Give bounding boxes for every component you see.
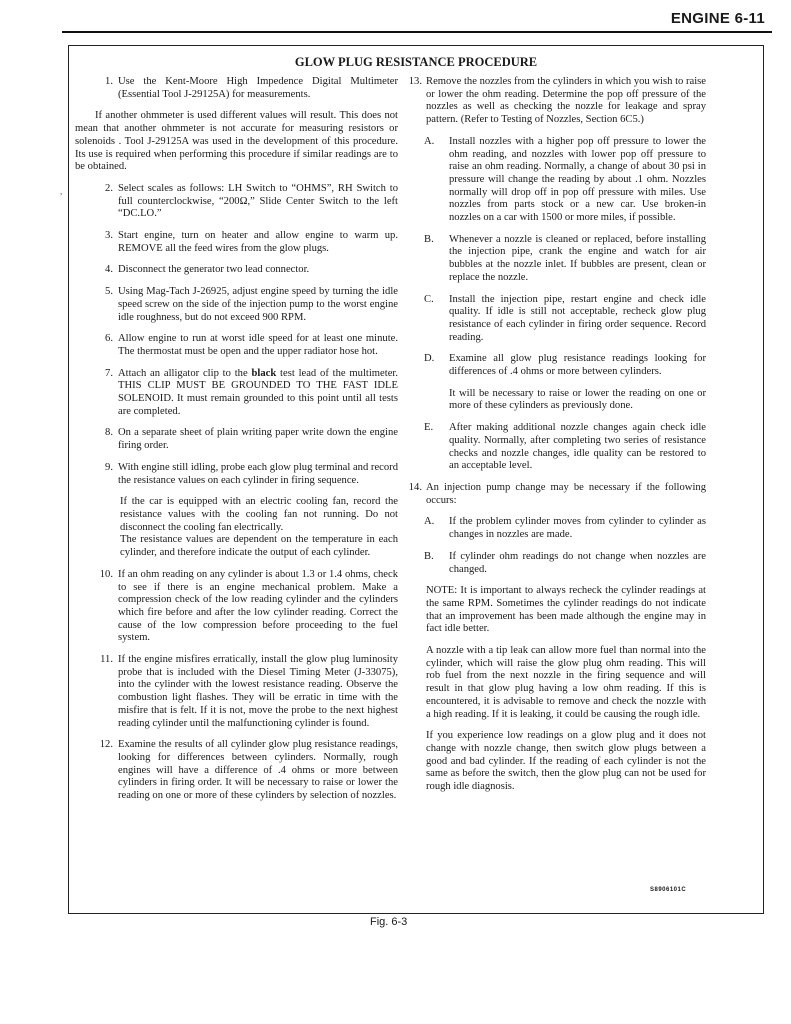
step-number: 6. — [105, 333, 113, 345]
substep-letter: A. — [424, 516, 435, 528]
step-text: Examine the results of all cylinder glow plug resistance readings, looking for differences between cylinders. Normally, rough engines will have a difference of .4 ohms or more between cylinders in firing order. It will be necessary to raise or lower the reading on one or more of these cylinders by selection of nozzles. — [118, 739, 398, 802]
substep-letter: A. — [424, 135, 435, 147]
left-column — [75, 76, 398, 812]
step-7 — [75, 368, 398, 419]
step-6 — [75, 333, 398, 358]
step-text: On a separate sheet of plain writing paper write down the engine firing order. — [118, 427, 398, 452]
step-13 — [404, 76, 706, 127]
step-4 — [75, 264, 398, 277]
right-column — [404, 76, 706, 803]
paragraph: The resistance values are dependent on the temperature in each cylinder, and therefore indicate the output of each cylinder. — [120, 534, 398, 559]
substep-d — [404, 353, 706, 378]
substep-text: If the problem cylinder moves from cylinder to cylinder as changes in nozzles are made. — [449, 516, 706, 541]
step-number: 4. — [105, 264, 113, 276]
step-text: Remove the nozzles from the cylinders in which you wish to raise or lower the ohm reading. Determine the pop off pressure of the nozzles as well as checking the nozzle for leakage and spray pattern. (Refer to Testing of Nozzles, Section 6C5.) — [426, 76, 706, 126]
step-10 — [75, 569, 398, 645]
paragraph: It will be necessary to raise or lower the reading on one or more of these cylinders as previously done. — [449, 387, 706, 412]
step-12 — [75, 739, 398, 803]
step-text: Using Mag-Tach J-26925, adjust engine speed by turning the idle speed screw on the side of the injection pump to the worst engine idle roughness, but do not exceed 900 RPM. — [118, 286, 398, 323]
step-5 — [75, 286, 398, 324]
substep-text: Examine all glow plug resistance readings looking for differences of .4 ohms or more between cylinders. — [449, 353, 706, 378]
step-9 — [75, 462, 398, 487]
step-11 — [75, 654, 398, 730]
step-text: Use the Kent-Moore High Impedence Digital Multimeter (Essential Tool J-29125A) for measurements. — [118, 76, 398, 100]
step-text: Allow engine to run at worst idle speed for at least one minute. The thermostat must be open and the upper radiator hose hot. — [118, 333, 398, 357]
step-text-bold: black — [251, 367, 277, 379]
step-8 — [75, 427, 398, 452]
page-header: ENGINE 6-11 — [670, 10, 765, 27]
substep-text: Install the injection pipe, restart engine and check idle quality. If idle is still not acceptable, recheck glow plug resistance of each cylinder in firing order sequence. Record reading. — [449, 293, 706, 343]
step-text: If the engine misfires erratically, install the glow plug luminosity probe that is included with the Diesel Timing Meter (J-33075), into the cylinder with the lowest resistance reading. Observe the combustion light flashes. They will be erratic in time with the misfire that is felt. If it is not, move the probe to the next highest reading cylinder until the malfunctioning cylinder is found. — [118, 654, 398, 729]
substep-e — [404, 422, 706, 473]
step-number: 1. — [105, 76, 113, 87]
step-text: With engine still idling, probe each glow plug terminal and record the resistance values on each cylinder in firing sequence. — [118, 461, 398, 486]
header-rule — [62, 31, 772, 33]
substep-a — [404, 136, 706, 225]
paragraph: If the car is equipped with an electric cooling fan, record the resistance values with the cooling fan not running. Do not disconnect the cooling fan electrically. — [120, 496, 398, 533]
substep-14b — [404, 551, 706, 576]
step-number: 10. — [99, 568, 113, 580]
page-title: GLOW PLUG RESISTANCE PROCEDURE — [294, 55, 538, 69]
paragraph: If another ohmmeter is used different values will result. This does not mean that another ohmmeter is not accurate for measuring resistors or solenoids . Tool J-29125A was used in the development of this procedure. Its use is required when performing this procedure if similar readings are to be obtained. — [75, 110, 398, 173]
substep-text: If cylinder ohm readings do not change when nozzles are changed. — [449, 550, 706, 575]
substep-14a — [404, 516, 706, 541]
step-number: 2. — [105, 182, 113, 194]
paragraph: If you experience low readings on a glow plug and it does not change with nozzle change, then switch glow plugs between a good and bad cylinder. If the reading of each cylinder is not the same as before the switch, then the glow plug can not be used for rough idle diagnosis. — [426, 730, 706, 793]
step-number: 9. — [105, 461, 113, 473]
step-number: 11. — [100, 654, 113, 666]
step-text-b: test lead of the multimeter. THIS CLIP MUST BE GROUNDED TO THE FAST IDLE SOLENOID. It must remain grounded to this point until all tests are completed. — [118, 367, 398, 417]
step-text: Select scales as follows: LH Switch to “OHMS”, RH Switch to full counterclockwise, “200Ω,” Slide Center Switch to the left “DC.LO.” — [118, 182, 398, 220]
step-number: 14. — [408, 481, 422, 493]
step-text-a: Attach an alligator clip to the — [118, 367, 252, 379]
margin-mark: , — [60, 186, 63, 196]
step-number: 5. — [105, 286, 113, 298]
substep-letter: B. — [424, 233, 434, 245]
substep-letter: C. — [424, 293, 434, 305]
step-text: Start engine, turn on heater and allow engine to warm up. REMOVE all the feed wires from the glow plugs. — [118, 230, 398, 254]
step-number: 8. — [105, 427, 113, 439]
step-text: Disconnect the generator two lead connector. — [118, 264, 310, 276]
substep-letter: D. — [424, 353, 435, 365]
step-2 — [75, 183, 398, 221]
step-text: An injection pump change may be necessary if the following occurs: — [426, 481, 706, 506]
step-14 — [404, 482, 706, 507]
paragraph: A nozzle with a tip leak can allow more fuel than normal into the cylinder, which will raise the glow plug ohm reading. This will rob fuel from the next nozzle in the firing sequence and will result in that glow plug having a low ohm reading. If this is encountered, it is advisable to remove and check the nozzle with a high reading. If it is leaking, it could be causing the rough idle. — [426, 645, 706, 720]
figure-code: S8906101C — [650, 887, 687, 893]
step-number: 13. — [408, 76, 422, 87]
step-number: 12. — [99, 739, 113, 751]
substep-letter: B. — [424, 550, 434, 562]
step-text: If an ohm reading on any cylinder is about 1.3 or 1.4 ohms, check to see if there is an engine mechanical problem. Make a compression check of the low reading cylinder and the cylinders which fire before and after the low cylinder reading. Correct the cause of the low compression before proceeding to the fuel system. — [118, 568, 398, 644]
substep-text: Install nozzles with a higher pop off pressure to lower the ohm reading, and nozzles with lower pop off pressure to raise an ohm reading. Normally, a change of about 30 psi in pressure will change the reading by about .1 ohm. Nozzles normally will drop off in pop off pressure with miles. Use nozzles from parts stock or a new car. Use broken-in nozzles on a car with 1500 or more miles, if possible. — [449, 135, 706, 224]
step-1 — [75, 76, 398, 101]
step-3 — [75, 230, 398, 255]
substep-letter: E. — [424, 422, 434, 434]
substep-text: Whenever a nozzle is cleaned or replaced, before installing the injection pipe, crank the engine and watch for air bubbles at the nozzle inlet. If bubbles are present, clean or replace the nozzle. — [449, 233, 706, 283]
note-paragraph: NOTE: It is important to always recheck the cylinder readings at the same RPM. Sometimes the cylinder readings do not indicate that an improvement has been made although the engine may in fact idle better. — [426, 585, 706, 635]
substep-c — [404, 294, 706, 345]
figure-caption: Fig. 6-3 — [370, 916, 408, 928]
step-number: 7. — [105, 367, 113, 379]
step-number: 3. — [105, 230, 113, 242]
substep-b — [404, 234, 706, 285]
substep-text: After making additional nozzle changes again check idle quality. Normally, after completing two series of resistance checks and nozzle changes, idle quality can be restored to an acceptable level. — [449, 422, 706, 472]
